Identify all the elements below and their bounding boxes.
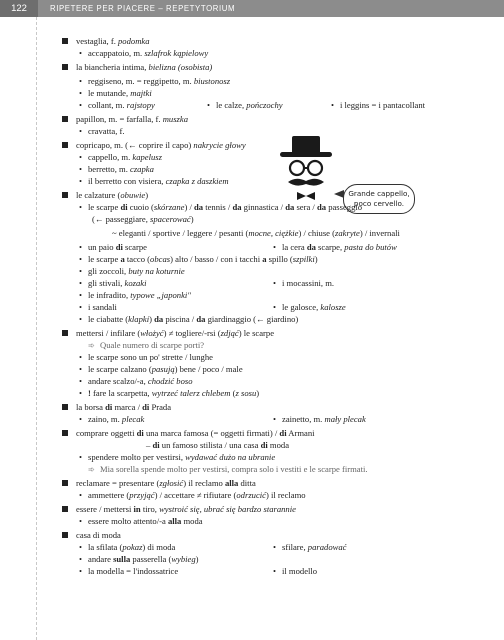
vocab-line <box>282 242 397 253</box>
vocab-text: il berretto con visiera, <box>88 176 166 186</box>
vocab-text: cravatta, f. <box>88 126 125 136</box>
vocab-line <box>76 478 256 489</box>
vocab-text: pasta do butów <box>344 242 397 252</box>
vocab-text: da <box>316 202 327 212</box>
vocab-text: skórzane <box>153 202 185 212</box>
vocab-text: buty na koturnie <box>128 266 185 276</box>
vocab-line <box>88 126 125 137</box>
vocab-text: scarpe, <box>315 242 345 252</box>
vocab-text: un paio <box>88 242 116 252</box>
vocab-text: bielizna (osobista) <box>148 62 213 72</box>
vocab-line <box>282 302 346 313</box>
vocab-line <box>88 364 243 375</box>
vocab-text: Mia sorella spende molto per vestirsi, compra solo i vestiti e le scarpe firmati. <box>100 464 368 474</box>
vocab-text: z sosu <box>235 388 257 398</box>
vocab-text: czapka z daszkiem <box>165 176 229 186</box>
vocab-text: ) alto / basso / con i tacchi <box>170 254 263 264</box>
vocab-line <box>76 36 150 47</box>
vocab-line <box>88 542 175 553</box>
vocab-text: reggiseno, m. = reggipetto, m. <box>88 76 194 86</box>
vocab-text: ditta <box>238 478 256 488</box>
vocab-text: le infradito, <box>88 290 131 300</box>
vocab-text: zainetto, m. <box>282 414 325 424</box>
vocab-text: di <box>279 428 287 438</box>
vocab-text: alla <box>167 516 182 526</box>
vocab-text: tennis / <box>203 202 233 212</box>
vocab-line <box>88 290 191 301</box>
vocab-text: (← passeggiare, <box>92 214 150 224</box>
vocab-text: da <box>154 314 164 324</box>
vocab-text: di <box>120 202 128 212</box>
page-number: 122 <box>0 0 38 17</box>
vocab-text: papillon, m. = farfalla, f. <box>76 114 163 124</box>
vocab-text: le scarpe sono un po' strette / lunghe <box>88 352 213 362</box>
vocab-text: sulla <box>113 554 131 564</box>
vocab-text: a <box>262 254 267 264</box>
vocab-line <box>100 340 204 351</box>
vocab-text: di <box>142 402 150 412</box>
vocab-text: tiro, <box>140 504 160 514</box>
vocab-text: cuoio ( <box>127 202 154 212</box>
vocab-text: wydawać dużo na ubranie <box>185 452 276 462</box>
vocab-text: ( <box>230 388 236 398</box>
vocab-text: ginnastica / <box>241 202 286 212</box>
vocab-text: da <box>306 242 316 252</box>
vocab-text: Prada <box>149 402 172 412</box>
vocab-text: da <box>285 202 295 212</box>
vocab-text: reclamare = presentare ( <box>76 478 160 488</box>
vocab-line <box>76 114 188 125</box>
vocab-text: di <box>136 428 144 438</box>
vocab-text: typowe „japonki" <box>130 290 191 300</box>
vocab-text: ) <box>145 190 149 200</box>
vocab-text: di <box>260 440 268 450</box>
vocab-line <box>340 100 425 111</box>
vocab-text: berretto, m. <box>88 164 130 174</box>
speech-bubble-line: poco cervello. <box>353 199 405 208</box>
vocab-line <box>146 440 289 451</box>
vocab-text: andare scalzo/-a, <box>88 376 148 386</box>
vocab-line <box>282 542 346 553</box>
vocab-text: ) / accettare ≠ rifiutare ( <box>154 490 237 500</box>
vocab-text: i mocassini, m. <box>282 278 335 288</box>
vocab-text: ) il reclamo <box>265 490 306 500</box>
vocab-line <box>88 254 318 265</box>
vocab-line <box>88 278 147 289</box>
vocab-text: wytrzeć talerz chlebem <box>151 388 231 398</box>
vocab-text: mocne, ciężkie <box>248 228 299 238</box>
vocab-text: sera / <box>294 202 317 212</box>
vocab-text: – <box>146 440 153 450</box>
vocab-line <box>88 388 259 399</box>
vocab-text: zaino, m. <box>88 414 122 424</box>
vocab-text: ) <box>195 554 199 564</box>
vocab-text: mettersi / infilare ( <box>76 328 141 338</box>
vocab-text: moda <box>267 440 290 450</box>
vocab-line <box>88 88 152 99</box>
vocab-text: ) le scarpe <box>238 328 275 338</box>
vocab-line <box>88 554 199 565</box>
vocab-line <box>76 328 274 339</box>
vocab-line <box>112 228 400 239</box>
vocab-line <box>88 302 117 313</box>
vocab-text: accappatoio, m. <box>88 48 145 58</box>
vocab-line <box>88 266 185 277</box>
vocab-text: ) <box>149 314 155 324</box>
vocab-text: di <box>115 242 123 252</box>
vocab-text: marca / <box>112 402 143 412</box>
vocab-text: ) di moda <box>142 542 176 552</box>
vocab-text: le scarpe <box>88 202 121 212</box>
vocab-text: di <box>152 440 160 450</box>
vocab-line <box>88 490 306 501</box>
vocab-text: wybieg <box>171 554 196 564</box>
vocab-text: la cera <box>282 242 307 252</box>
vocab-text: zgłosić <box>159 478 184 488</box>
vocab-text: zdjąć <box>220 328 239 338</box>
vocab-line <box>88 48 208 59</box>
vocab-text: spacerować <box>150 214 191 224</box>
vocab-text: un famoso stilista / una casa <box>159 440 261 450</box>
vocab-text: klapki <box>128 314 150 324</box>
vocab-text: passeggio <box>326 202 363 212</box>
vocab-text: in <box>133 504 141 514</box>
header-title: RIPETERE PER PIACERE – REPETYTORIUM <box>50 4 236 13</box>
vocab-text: przyjąć <box>129 490 155 500</box>
vocab-text: ! <box>88 388 94 398</box>
vocab-text: i leggins = i pantacollant <box>340 100 426 110</box>
vocab-text: la sfilata ( <box>88 542 123 552</box>
vocab-text: czapka <box>130 164 154 174</box>
vocab-text: gli stivali, <box>88 278 125 288</box>
vocab-text: muszka <box>162 114 189 124</box>
vocab-text: sfilare, <box>282 542 308 552</box>
vocab-text: ) <box>314 254 318 264</box>
vocab-text: szlafrok kąpielowy <box>144 48 209 58</box>
vocab-line <box>282 278 334 289</box>
vocab-text: piscina / <box>163 314 197 324</box>
vocab-text: biustonosz <box>193 76 231 86</box>
vocab-line <box>88 242 147 253</box>
vocab-line <box>76 190 148 201</box>
vocab-text: i sandali <box>88 302 117 312</box>
vocab-line <box>88 452 275 463</box>
vocab-line <box>88 414 144 425</box>
vocab-text: essere / mettersi <box>76 504 134 514</box>
vocab-line <box>100 464 368 475</box>
vocab-text: le scarpe calzano ( <box>88 364 152 374</box>
vocab-text: plecak <box>121 414 145 424</box>
speech-bubble-line: Grande cappello, <box>348 189 410 198</box>
vocab-text: passerella ( <box>130 554 172 564</box>
vocab-text: ) bene / poco / male <box>174 364 243 374</box>
vocab-line <box>88 76 230 87</box>
vocab-text: pasują <box>151 364 175 374</box>
vocab-text: comprare oggetti <box>76 428 137 438</box>
vocab-line <box>76 402 171 413</box>
vocab-line <box>88 314 298 325</box>
vocab-text: vestaglia, f. <box>76 36 118 46</box>
vocab-text: da <box>194 202 204 212</box>
vocab-line <box>88 100 155 111</box>
vocab-text: il modello <box>282 566 318 576</box>
vocab-text: copricapo, m. (← coprire il capo) <box>76 140 194 150</box>
vocab-text: le calze, <box>216 100 247 110</box>
vocab-text: ) / invernali <box>359 228 400 238</box>
vocab-text: a <box>120 254 125 264</box>
vocab-text: Armani <box>286 428 315 438</box>
vocab-text: wystroić się, ubrać się bardzo starannie <box>159 504 296 514</box>
vocab-line <box>76 428 315 439</box>
vocab-line <box>88 202 362 213</box>
vocab-text: ~ eleganti / sportive / leggere / pesanti ( <box>112 228 249 238</box>
vocab-line <box>282 566 317 577</box>
vocab-text: zakryte <box>335 228 360 238</box>
vocab-text: alla <box>224 478 239 488</box>
vocab-text: da <box>232 202 242 212</box>
vocab-text: obuwie <box>120 190 146 200</box>
vocab-text: rajstopy <box>126 100 155 110</box>
vocab-text: moda <box>181 516 203 526</box>
vocab-text: paradować <box>307 542 347 552</box>
vocab-text: spendere molto per vestirsi, <box>88 452 186 462</box>
vocab-text: la biancheria intima, <box>76 62 149 72</box>
vocab-text: le calzature ( <box>76 190 121 200</box>
vocab-text: podomka <box>118 36 150 46</box>
vocab-line <box>92 214 194 225</box>
vocab-line <box>76 140 246 151</box>
vocab-text: le galosce, <box>282 302 321 312</box>
vocab-line <box>76 530 121 541</box>
vocab-text: giardinaggio (← giardino) <box>205 314 299 324</box>
vocab-line <box>88 516 203 527</box>
vocab-text: essere molto attento/-a <box>88 516 168 526</box>
vocab-text: Quale numero di scarpe porti? <box>100 340 205 350</box>
vocab-text: ) / chiuse ( <box>298 228 336 238</box>
vocab-text: tacco ( <box>124 254 151 264</box>
vocab-text: ) <box>256 388 260 398</box>
vocab-line <box>76 62 212 73</box>
vocab-text: fare la scarpetta, <box>93 388 152 398</box>
vocab-text: włożyć <box>140 328 164 338</box>
vocab-text: casa di moda <box>76 530 121 540</box>
vocab-line <box>76 504 296 515</box>
vocab-text: la modella = l'indossatrice <box>88 566 179 576</box>
vocab-text: cappello, m. <box>88 152 133 162</box>
vocab-line <box>88 164 154 175</box>
vocab-text: chodzić boso <box>147 376 193 386</box>
vocab-line <box>88 176 229 187</box>
vocab-text: andare <box>88 554 114 564</box>
vocab-text: odrzucić <box>236 490 266 500</box>
vocab-text: szpilki <box>292 254 315 264</box>
vocab-text: le ciabatte ( <box>88 314 129 324</box>
vocab-text: ) <box>190 214 194 224</box>
vocab-line <box>88 352 213 363</box>
vocab-line <box>282 414 366 425</box>
vocab-text: ammettere ( <box>88 490 130 500</box>
vocab-text: gli zoccoli, <box>88 266 129 276</box>
vocab-text: spillo ( <box>266 254 293 264</box>
vocab-line <box>88 566 178 577</box>
vocab-line <box>216 100 283 111</box>
vocab-text: kapelusz <box>132 152 162 162</box>
vocab-text: collant, m. <box>88 100 127 110</box>
vocab-text: nakrycie głowy <box>193 140 246 150</box>
vocab-text: mały plecak <box>324 414 366 424</box>
vocab-line <box>88 376 193 387</box>
vocab-text: da <box>196 314 206 324</box>
vocab-text: le scarpe <box>88 254 121 264</box>
vocab-text: ) il reclamo <box>183 478 225 488</box>
vocab-text: obcas <box>150 254 171 264</box>
vocab-text: scarpe <box>122 242 147 252</box>
vocab-text: ) / <box>184 202 194 212</box>
vocab-text: di <box>105 402 113 412</box>
vocab-text: kozaki <box>124 278 147 288</box>
vocab-text: pończochy <box>246 100 283 110</box>
vocab-text: le mutande, <box>88 88 131 98</box>
vocab-text: majtki <box>130 88 152 98</box>
vocab-text: una marca famosa (= oggetti firmati) / <box>143 428 280 438</box>
vocab-text: ) ≠ togliere/-rsi ( <box>163 328 221 338</box>
vocab-text: kalosze <box>320 302 346 312</box>
vocab-line <box>88 152 162 163</box>
vocab-text: la borsa <box>76 402 106 412</box>
vocab-text: pokaz <box>122 542 143 552</box>
